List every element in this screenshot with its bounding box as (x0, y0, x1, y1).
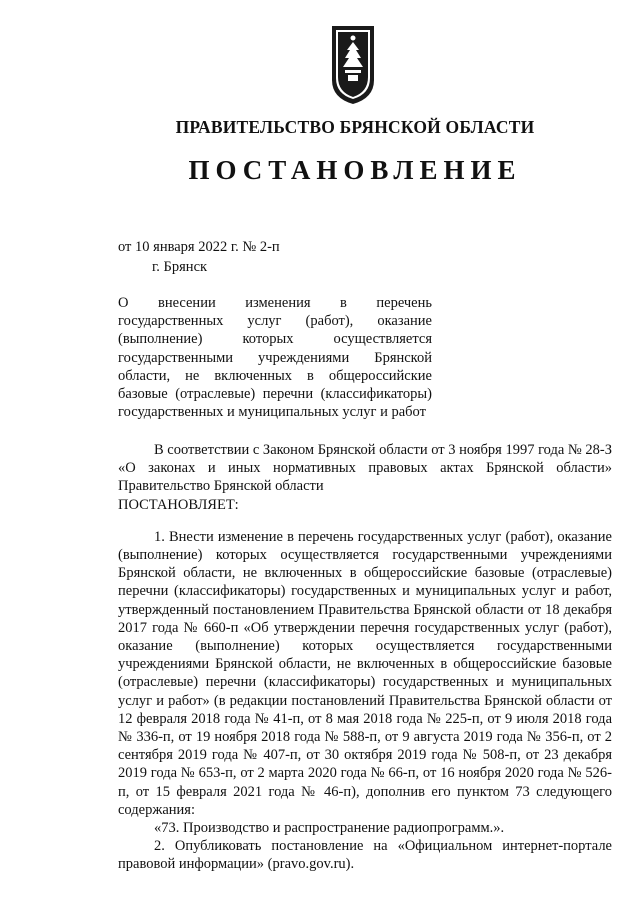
item-2: 2. Опубликовать постановление на «Официальном интернет-портале правовой информации» (pravo.gov.ru). (118, 838, 612, 873)
date-and-number: от 10 января 2022 г. № 2-п (118, 239, 280, 255)
item-1: 1. Внести изменение в перечень государственных услуг (работ), оказание (выполнение) которых осуществляется государственными учреждениями Брянской области, не включенных в общероссийские базовые (отраслевые) перечни (классификаторы) государственных и муниципальных услуг и работ, утвержденный постановлением Правительства Брянской области от 18 декабря 2017 года № 660-п «Об утверждении перечня государственных услуг (работ), оказание (выполнение) которых осуществляется государственными учреждениями Брянской области, не включенных в общероссийские базовые (отраслевые) перечни (классификаторы) государственных и муниципальных услуг и работ» (в редакции постановлений Правительства Брянской области от 12 февраля 2018 года № 41-п, от 8 мая 2018 года № 225-п, от 9 июля 2018 года № 336-п, от 19 ноября 2018 года № 588-п, от 9 августа 2019 года № 356-п, от 2 сентября 2019 года № 407-п, от 30 октября 2019 года № 508-п, от 23 декабря 2019 года № 653-п, от 2 марта 2020 года № 66-п, от 16 ноября 2020 года № 526-п, от 15 февраля 2021 года № 46-п), дополнив его пунктом 73 следующего содержания: (118, 528, 612, 818)
resolves-keyword: ПОСТАНОВЛЯЕТ: (118, 496, 239, 513)
government-title: ПРАВИТЕЛЬСТВО БРЯНСКОЙ ОБЛАСТИ (175, 117, 535, 137)
item-1-quote: «73. Производство и распространение радиопрограмм.». (154, 820, 505, 837)
preamble: В соответствии с Законом Брянской области от 3 ноября 1997 года № 28-З «О законах и иных нормативных правовых актах Брянской области» Правительство Брянской области (118, 442, 612, 495)
document-body (118, 441, 612, 874)
bryansk-coat-of-arms-icon (328, 20, 378, 106)
city: г. Брянск (152, 259, 208, 275)
document-type: ПОСТАНОВЛЕНИЕ (188, 155, 522, 185)
subject-heading: О внесении изменения в перечень государственных услуг (работ), оказание (выполнение) которых осуществляется государственными учреждениями Брянской области, не включенных в общероссийские базовые (отраслевые) перечни (классификаторы) государственных и муниципальных услуг и работ (118, 295, 432, 421)
